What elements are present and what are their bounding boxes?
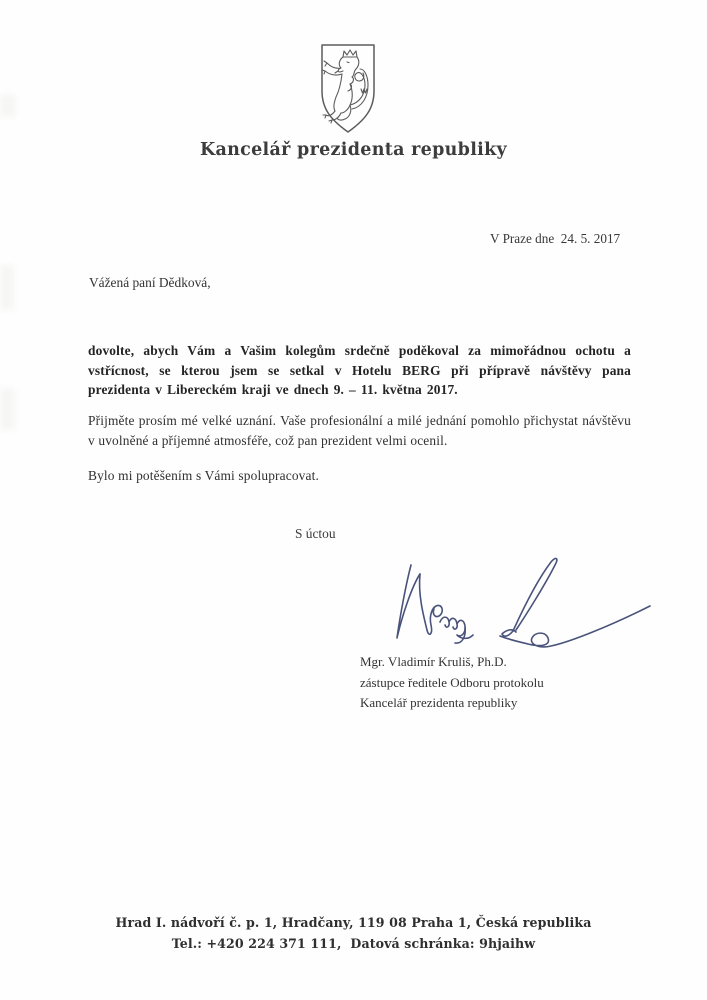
valediction: S úctou bbox=[295, 526, 336, 541]
signatory-title: zástupce ředitele Odboru protokolu bbox=[360, 674, 544, 690]
coat-of-arms-emblem bbox=[317, 41, 379, 137]
scan-smudge bbox=[0, 95, 16, 117]
signature-block bbox=[360, 652, 544, 714]
scan-smudge bbox=[0, 265, 14, 310]
dateline: V Praze dne 24. 5. 2017 bbox=[490, 231, 621, 246]
footer-address: Hrad I. nádvoří č. p. 1, Hradčany, 119 08 Praha 1, Česká republika bbox=[115, 915, 592, 930]
letterhead-office-name: Kancelář prezidenta republiky bbox=[200, 140, 507, 160]
footer-contact: Tel.: +420 224 371 111, Datová schránka: 9hjaihw bbox=[171, 935, 536, 951]
scan-smudge bbox=[0, 388, 15, 430]
salutation: Vážená paní Dědková, bbox=[89, 275, 211, 290]
signature-image bbox=[388, 554, 660, 658]
signatory-name: Mgr. Vladimír Kruliš, Ph.D. bbox=[360, 654, 507, 669]
signatory-organization: Kancelář prezidenta republiky bbox=[360, 695, 518, 710]
letter-footer bbox=[0, 913, 707, 954]
body-paragraph-3: Bylo mi potěšením s Vámi spolupracovat. bbox=[88, 468, 319, 483]
body-paragraph-2: Přijměte prosím mé velké uznání. Vaše profesionální a milé jednání pomohlo přichystat návštěvu v uvolněné a příjemné atmosféře, což pan prezident velmi ocenil. bbox=[88, 413, 631, 448]
body-paragraph-bold: dovolte, abych Vám a Vašim kolegům srdečně poděkoval za mimořádnou ochotu a vstřícnost, se kterou jsem se setkal v Hotelu BERG při přípravě návštěvy pana prezidenta v Libereckém kraji ve dnech 9. – 11. května 2017. bbox=[88, 343, 631, 397]
